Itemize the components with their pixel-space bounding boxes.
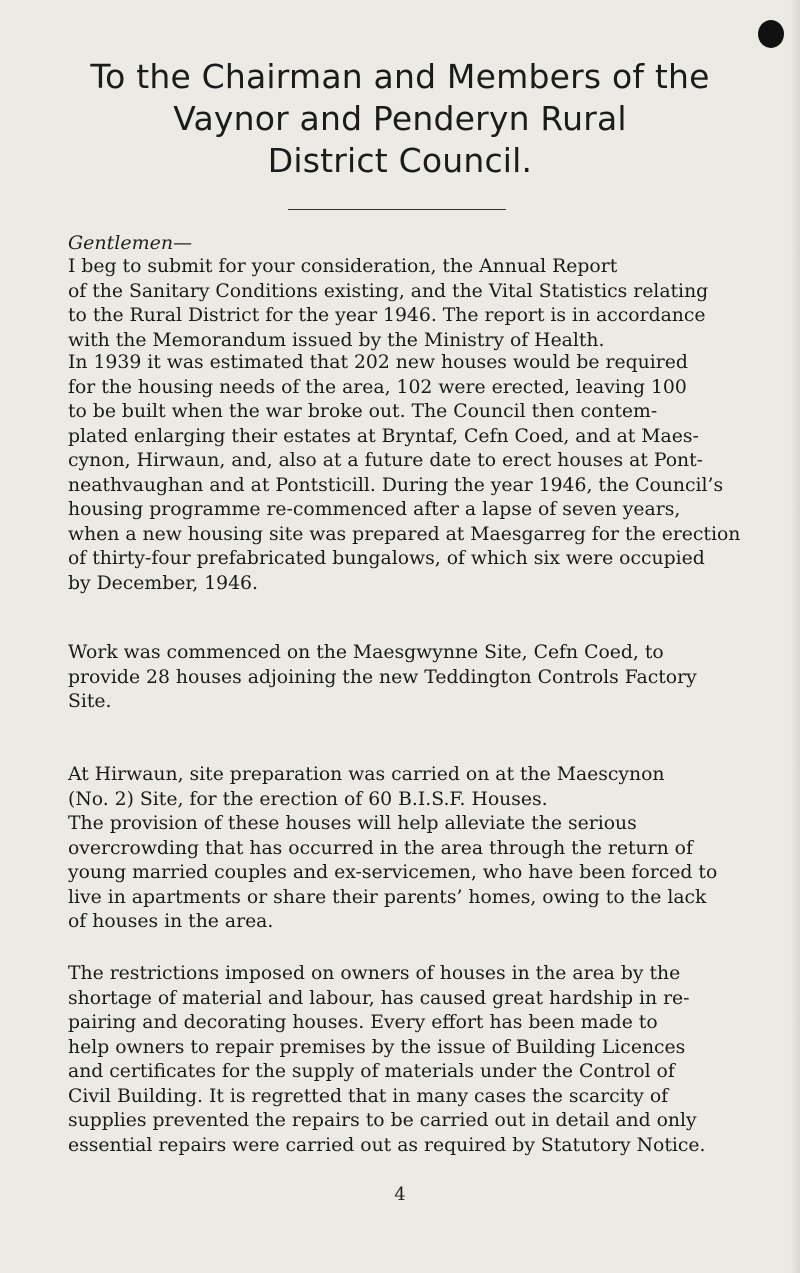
title-divider — [288, 209, 506, 210]
text-line: At Hirwaun, site preparation was carried on at the Maescynon — [68, 764, 665, 785]
text-line: live in apartments or share their parents’ homes, owing to the lack — [68, 886, 707, 908]
paragraph-housing-1939 — [68, 351, 786, 596]
text-line: essential repairs were carried out as required by Statutory Notice. — [68, 1134, 706, 1156]
title-line: Vaynor and Penderyn Rural — [173, 99, 627, 138]
text-line: to be built when the war broke out. The Council then contem- — [68, 401, 658, 422]
text-line: to the Rural District for the year 1946. The report is in accordance — [68, 305, 706, 326]
text-line: Civil Building. It is regretted that in many cases the scarcity of — [68, 1085, 669, 1107]
paragraph-overcrowding — [68, 812, 786, 935]
text-line: plated enlarging their estates at Bryntaf, Cefn Coed, and at Maes- — [68, 425, 699, 447]
text-line: pairing and decorating houses. Every effort has been made to — [68, 1012, 658, 1033]
paragraph-maesgwynne — [68, 641, 786, 715]
title-line: District Council. — [267, 141, 533, 180]
text-line: by December, 1946. — [68, 572, 258, 594]
paragraph-intro — [68, 255, 786, 353]
text-line: of the Sanitary Conditions existing, and the Vital Statistics relating — [68, 280, 709, 302]
page-number: 4 — [394, 1184, 406, 1205]
text-line: neathvaughan and at Pontsticill. During the year 1946, the Council’s — [68, 474, 724, 496]
text-line: The provision of these houses will help alleviate the serious — [68, 813, 637, 834]
text-line: shortage of material and labour, has caused great hardship in re- — [68, 987, 690, 1009]
text-line: for the housing needs of the area, 102 were erected, leaving 100 — [68, 376, 687, 398]
text-line: cynon, Hirwaun, and, also at a future date to erect houses at Pont- — [68, 450, 704, 471]
title-line: To the Chairman and Members of the — [90, 57, 710, 96]
page-edge-shadow — [790, 0, 800, 1273]
text-line: supplies prevented the repairs to be carried out in detail and only — [68, 1110, 697, 1131]
text-line: and certificates for the supply of materials under the Control of — [68, 1061, 675, 1082]
ink-blot-mark — [758, 20, 784, 48]
paragraph-restrictions — [68, 962, 786, 1158]
text-line: overcrowding that has occurred in the area through the return of — [68, 837, 693, 859]
text-line: provide 28 houses adjoining the new Teddington Controls Factory — [68, 666, 697, 688]
text-line: housing programme re-commenced after a lapse of seven years, — [68, 499, 681, 520]
text-line: with the Memorandum issued by the Ministry of Health. — [68, 329, 605, 351]
text-line: help owners to repair premises by the issue of Building Licences — [68, 1036, 686, 1058]
text-line: In 1939 it was estimated that 202 new houses would be required — [68, 352, 688, 373]
text-line: young married couples and ex-servicemen, who have been forced to — [68, 862, 718, 883]
text-line: The restrictions imposed on owners of houses in the area by the — [68, 963, 681, 984]
text-line: of houses in the area. — [68, 911, 274, 932]
text-line: Site. — [68, 691, 112, 712]
text-line: (No. 2) Site, for the erection of 60 B.I.S.F. Houses. — [68, 788, 548, 810]
report-title — [40, 56, 760, 182]
text-line: of thirty-four prefabricated bungalows, of which six were occupied — [68, 548, 705, 569]
salutation: Gentlemen— — [68, 232, 193, 254]
text-line: I beg to submit for your consideration, the Annual Report — [68, 256, 618, 277]
text-line: when a new housing site was prepared at Maesgarreg for the erection — [68, 523, 741, 545]
paragraph-hirwaun — [68, 763, 786, 812]
text-line: Work was commenced on the Maesgwynne Site, Cefn Coed, to — [68, 642, 664, 663]
